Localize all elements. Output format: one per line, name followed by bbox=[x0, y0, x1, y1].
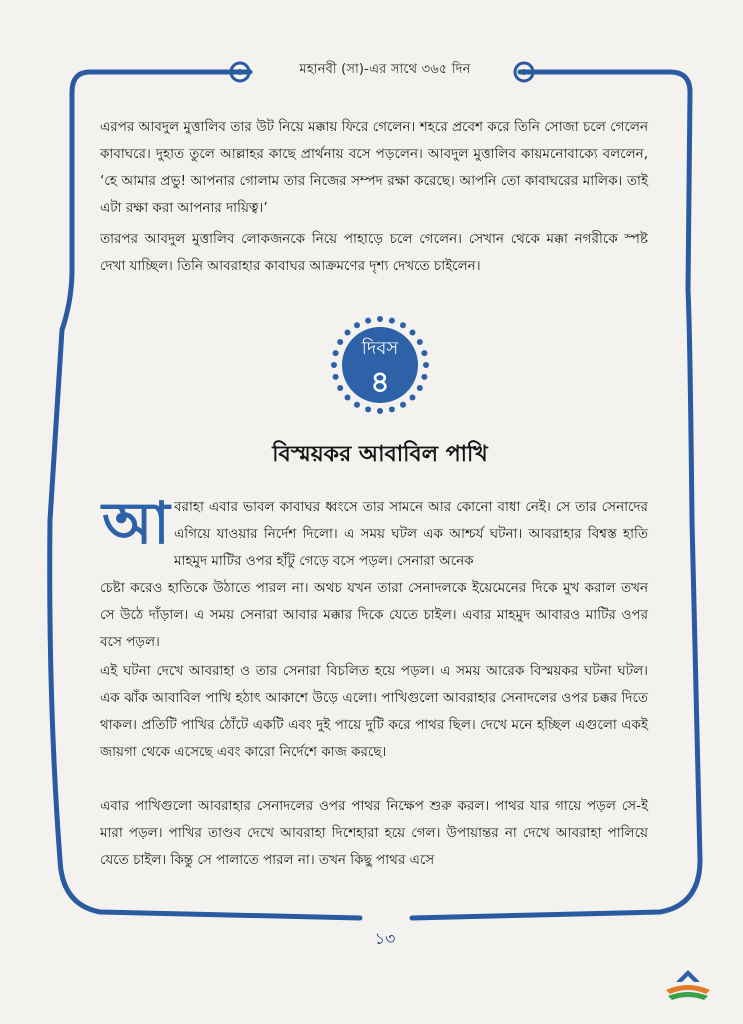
chapter-title: বিস্ময়কর আবাবিল পাখি bbox=[272, 442, 488, 467]
publisher-logo-icon bbox=[662, 968, 714, 1004]
paragraph-2: তারপর আবদুল মুত্তালিব লোকজনকে নিয়ে পাহাড়ে চলে গেলেন। সেখান থেকে মক্কা নগরীকে স্পষ্ট দেখা যাচ্ছিল। তিনি আবরাহার কাবাঘর আক্রমণের দৃশ্য দেখতে চাইলেন। bbox=[100, 231, 648, 274]
day-badge-number: ৪ bbox=[370, 365, 390, 400]
page-number: ১৩ bbox=[374, 929, 396, 948]
drop-cap: আ bbox=[102, 489, 170, 557]
paragraph-3-continued: চেষ্টা করেও হাতিকে উঠাতে পারল না। অথচ যখন তারা সেনাদলকে ইয়েমেনের দিকে মুখ করাল তখন সে উঠে দাঁড়াল। এ সময় সেনারা আবার মক্কার দিকে যেতে চাইল। এবার মাহমুদ আবারও মাটির ওপর বসে পড়ল। bbox=[100, 580, 648, 650]
paragraph-3-first-lines: বরাহা এবার ভাবল কাবাঘর ধ্বংসে তার সামনে আর কোনো বাধা নেই। সে তার সেনাদের এগিয়ে যাওয়ার নির্দেশ দিলো। এ সময় ঘটল এক আশ্চর্য ঘটনা। আবরাহার বিশ্বস্ত হাতি মাহমুদ মাটির ওপর হাঁটু গেড়ে বসে পড়ল। সেনারা অনেক bbox=[174, 499, 648, 569]
paragraph-4: এই ঘটনা দেখে আবরাহা ও তার সেনারা বিচলিত হয়ে পড়ল। এ সময় আরেক বিস্ময়কর ঘটনা ঘটল। এক ঝাঁক আবাবিল পাখি হঠাৎ আকাশে উড়ে এলো। পাখিগুলো আবরাহার সেনাদলের ওপর চক্কর দিতে থাকল। প্রতিটি পাখির ঠোঁটে একটি এবং দুই পায়ে দুটি করে পাথর ছিল। দেখে মনে হচ্ছিল এগুলো একই জায়গা থেকে এসেছে এবং কারো নির্দেশে কাজ করছে। bbox=[100, 663, 648, 760]
day-badge-label: দিবস bbox=[361, 338, 399, 359]
paragraph-1: এরপর আবদুল মুত্তালিব তার উট নিয়ে মক্কায় ফিরে গেলেন। শহরে প্রবেশ করে তিনি সোজা চলে গেলেন কাবাঘরে। দুহাত তুলে আল্লাহর কাছে প্রার্থনায় বসে পড়লেন। আবদুল মুত্তালিব কায়মনোবাক্যে বললেন, ‘হে আমার প্রভু! আপনার গোলাম তার নিজের সম্পদ রক্ষা করেছে। আপনি তো কাবাঘরের মালিক। তাই এটা রক্ষা করা আপনার দায়িত্ব।’ bbox=[100, 119, 648, 216]
running-header: মহানবী (সা)-এর সাথে ৩৬৫ দিন bbox=[299, 62, 471, 77]
paragraph-5: এবার পাখিগুলো আবরাহার সেনাদলের ওপর পাথর নিক্ষেপ শুরু করল। পাথর যার গায়ে পড়ল সে-ই মারা পড়ল। পাখির তাণ্ডব দেখে আবরাহা দিশেহারা হয়ে গেল। উপায়ান্তর না দেখে আবরাহা পালিয়ে যেতে চাইল। কিন্তু সে পালাতে পারল না। তখন কিছু পাথর এসে bbox=[100, 798, 648, 868]
